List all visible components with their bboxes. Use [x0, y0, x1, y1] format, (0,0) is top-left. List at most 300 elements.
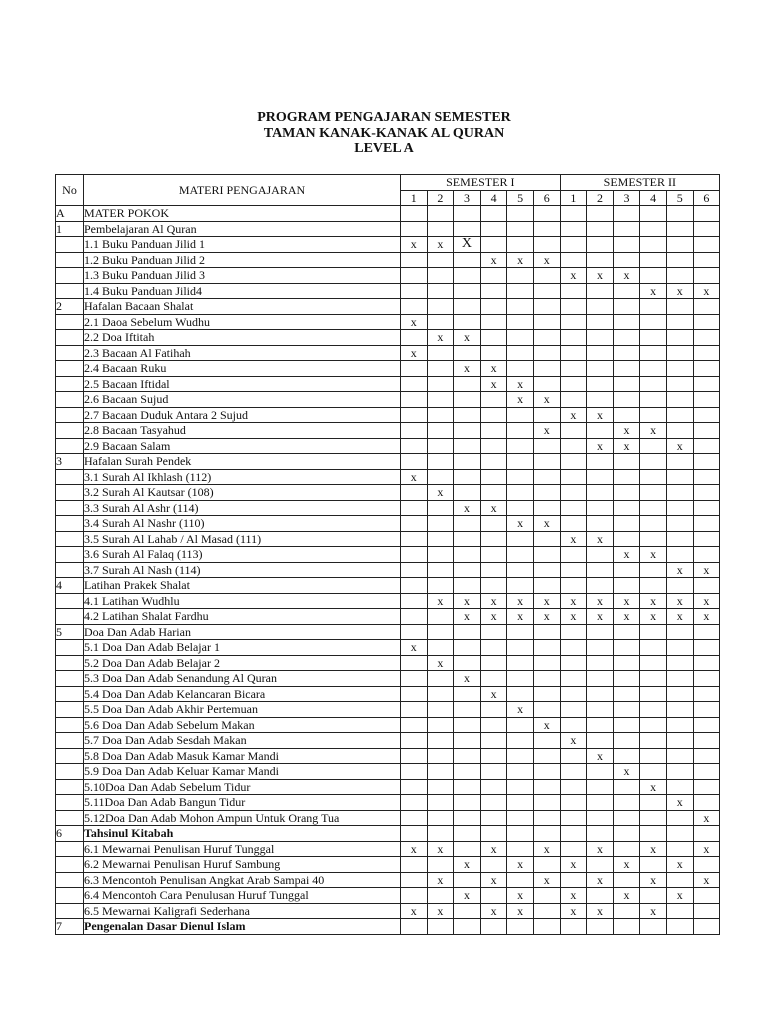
schedule-mark-cell: [427, 609, 454, 625]
schedule-mark-cell: [693, 299, 720, 315]
schedule-mark-cell: [560, 221, 587, 237]
schedule-mark-cell: [693, 454, 720, 470]
schedule-mark-cell: x: [454, 671, 481, 687]
schedule-mark-cell: [454, 578, 481, 594]
schedule-mark-cell: x: [427, 841, 454, 857]
table-row: [56, 485, 720, 501]
table-row: [56, 268, 720, 284]
schedule-mark-cell: [533, 299, 560, 315]
schedule-mark-cell: [693, 485, 720, 501]
schedule-mark-cell: x: [613, 423, 640, 439]
schedule-mark-cell: [587, 562, 614, 578]
schedule-mark-cell: [507, 299, 534, 315]
schedule-mark-cell: [533, 361, 560, 377]
schedule-mark-cell: [613, 640, 640, 656]
schedule-mark-cell: [560, 547, 587, 563]
schedule-mark-cell: [613, 376, 640, 392]
schedule-mark-cell: x: [427, 655, 454, 671]
schedule-mark-cell: x: [507, 702, 534, 718]
schedule-mark-cell: x: [454, 361, 481, 377]
schedule-mark-cell: [454, 795, 481, 811]
schedule-mark-cell: [693, 795, 720, 811]
row-materi: 2.4 Bacaan Ruku: [84, 361, 401, 377]
schedule-mark-cell: [401, 423, 428, 439]
row-materi: Hafalan Surah Pendek: [84, 454, 401, 470]
schedule-mark-cell: x: [693, 841, 720, 857]
schedule-mark-cell: x: [533, 841, 560, 857]
schedule-mark-cell: x: [454, 500, 481, 516]
schedule-mark-cell: [507, 485, 534, 501]
schedule-mark-cell: [587, 779, 614, 795]
schedule-mark-cell: [401, 299, 428, 315]
row-number: [56, 392, 84, 408]
schedule-mark-cell: x: [587, 407, 614, 423]
schedule-mark-cell: [454, 531, 481, 547]
row-materi: 1.2 Buku Panduan Jilid 2: [84, 252, 401, 268]
schedule-mark-cell: [560, 206, 587, 222]
schedule-mark-cell: [427, 795, 454, 811]
schedule-mark-cell: [560, 624, 587, 640]
schedule-mark-cell: x: [454, 888, 481, 904]
schedule-mark-cell: [640, 469, 667, 485]
schedule-mark-cell: [640, 314, 667, 330]
schedule-mark-cell: [427, 717, 454, 733]
schedule-mark-cell: [401, 686, 428, 702]
row-number: [56, 857, 84, 873]
schedule-mark-cell: [454, 438, 481, 454]
schedule-mark-cell: [587, 361, 614, 377]
row-materi: 5.9 Doa Dan Adab Keluar Kamar Mandi: [84, 764, 401, 780]
schedule-mark-cell: [401, 361, 428, 377]
schedule-mark-cell: [640, 671, 667, 687]
row-materi: 5.10Doa Dan Adab Sebelum Tidur: [84, 779, 401, 795]
schedule-mark-cell: [427, 826, 454, 842]
schedule-mark-cell: [401, 733, 428, 749]
title-line-1: PROGRAM PENGAJARAN SEMESTER: [257, 110, 511, 125]
schedule-mark-cell: [587, 423, 614, 439]
table-row: [56, 299, 720, 315]
schedule-mark-cell: [560, 485, 587, 501]
schedule-mark-cell: [480, 485, 507, 501]
schedule-mark-cell: [454, 283, 481, 299]
schedule-mark-cell: [533, 438, 560, 454]
table-row: [56, 841, 720, 857]
schedule-mark-cell: [560, 655, 587, 671]
schedule-mark-cell: [613, 531, 640, 547]
schedule-mark-cell: x: [454, 857, 481, 873]
schedule-mark-cell: [613, 872, 640, 888]
schedule-mark-cell: [560, 500, 587, 516]
schedule-mark-cell: x: [427, 237, 454, 253]
schedule-mark-cell: x: [427, 330, 454, 346]
schedule-mark-cell: x: [587, 593, 614, 609]
schedule-mark-cell: [666, 764, 693, 780]
row-materi: 2.9 Bacaan Salam: [84, 438, 401, 454]
row-number: A: [56, 206, 84, 222]
schedule-mark-cell: [533, 454, 560, 470]
schedule-mark-cell: [693, 733, 720, 749]
schedule-mark-cell: [560, 919, 587, 935]
schedule-mark-cell: x: [666, 283, 693, 299]
schedule-mark-cell: [587, 454, 614, 470]
row-number: [56, 376, 84, 392]
schedule-mark-cell: [533, 702, 560, 718]
row-number: [56, 609, 84, 625]
schedule-mark-cell: [613, 686, 640, 702]
row-materi: 1.1 Buku Panduan Jilid 1: [84, 237, 401, 253]
schedule-mark-cell: [693, 919, 720, 935]
schedule-mark-cell: [427, 423, 454, 439]
schedule-mark-cell: [427, 268, 454, 284]
header-materi: MATERI PENGAJARAN: [84, 175, 401, 206]
schedule-mark-cell: x: [666, 562, 693, 578]
schedule-mark-cell: [560, 469, 587, 485]
schedule-mark-cell: [560, 841, 587, 857]
schedule-mark-cell: [427, 748, 454, 764]
table-row: [56, 686, 720, 702]
row-number: [56, 903, 84, 919]
schedule-mark-cell: [427, 252, 454, 268]
table-row: [56, 779, 720, 795]
schedule-mark-cell: [507, 562, 534, 578]
table-row: [56, 361, 720, 377]
schedule-mark-cell: [693, 640, 720, 656]
schedule-mark-cell: x: [640, 283, 667, 299]
schedule-mark-cell: [613, 469, 640, 485]
row-number: [56, 485, 84, 501]
schedule-mark-cell: [533, 547, 560, 563]
schedule-mark-cell: [560, 423, 587, 439]
row-materi: 5.11Doa Dan Adab Bangun Tidur: [84, 795, 401, 811]
week-header-cell: 3: [454, 190, 481, 206]
schedule-mark-cell: [587, 237, 614, 253]
schedule-mark-cell: [454, 640, 481, 656]
schedule-mark-cell: x: [507, 888, 534, 904]
schedule-mark-cell: [587, 330, 614, 346]
schedule-mark-cell: [666, 330, 693, 346]
schedule-mark-cell: [480, 624, 507, 640]
schedule-mark-cell: [454, 299, 481, 315]
schedule-mark-cell: [401, 500, 428, 516]
schedule-mark-cell: [560, 376, 587, 392]
schedule-mark-cell: [640, 857, 667, 873]
schedule-mark-cell: [533, 206, 560, 222]
schedule-mark-cell: [640, 888, 667, 904]
schedule-mark-cell: [666, 748, 693, 764]
schedule-mark-cell: [666, 686, 693, 702]
row-number: [56, 810, 84, 826]
schedule-mark-cell: [401, 516, 428, 532]
schedule-mark-cell: [666, 531, 693, 547]
schedule-mark-cell: [480, 469, 507, 485]
schedule-mark-cell: [666, 655, 693, 671]
schedule-mark-cell: [454, 624, 481, 640]
schedule-mark-cell: [640, 392, 667, 408]
week-header-cell: 3: [613, 190, 640, 206]
schedule-mark-cell: [507, 469, 534, 485]
schedule-mark-cell: [613, 624, 640, 640]
row-number: [56, 733, 84, 749]
schedule-mark-cell: [454, 702, 481, 718]
schedule-mark-cell: [401, 252, 428, 268]
row-number: [56, 640, 84, 656]
schedule-mark-cell: [480, 531, 507, 547]
row-materi: 5.1 Doa Dan Adab Belajar 1: [84, 640, 401, 656]
schedule-mark-cell: [560, 454, 587, 470]
schedule-mark-cell: [666, 702, 693, 718]
week-header-cell: 4: [480, 190, 507, 206]
schedule-mark-cell: [507, 330, 534, 346]
schedule-mark-cell: [666, 221, 693, 237]
schedule-mark-cell: [507, 283, 534, 299]
title-line-3: LEVEL A: [354, 141, 414, 156]
schedule-mark-cell: [533, 624, 560, 640]
row-number: [56, 841, 84, 857]
schedule-mark-cell: [693, 903, 720, 919]
schedule-mark-cell: [666, 361, 693, 377]
table-row: [56, 531, 720, 547]
schedule-mark-cell: [480, 702, 507, 718]
schedule-mark-cell: x: [560, 268, 587, 284]
schedule-mark-cell: [401, 268, 428, 284]
schedule-mark-cell: x: [533, 717, 560, 733]
schedule-mark-cell: x: [533, 593, 560, 609]
schedule-mark-cell: [480, 330, 507, 346]
schedule-mark-cell: [613, 221, 640, 237]
schedule-mark-cell: x: [533, 423, 560, 439]
table-row: [56, 857, 720, 873]
schedule-mark-cell: x: [693, 609, 720, 625]
table-row: [56, 717, 720, 733]
table-row: [56, 733, 720, 749]
schedule-mark-cell: [613, 392, 640, 408]
schedule-mark-cell: [427, 314, 454, 330]
schedule-mark-cell: [666, 485, 693, 501]
schedule-mark-cell: [613, 919, 640, 935]
schedule-mark-cell: [427, 562, 454, 578]
schedule-mark-cell: [401, 330, 428, 346]
schedule-mark-cell: [587, 655, 614, 671]
schedule-mark-cell: x: [533, 392, 560, 408]
schedule-mark-cell: [640, 206, 667, 222]
row-number: [56, 237, 84, 253]
table-row: [56, 562, 720, 578]
schedule-mark-cell: [427, 221, 454, 237]
row-materi: 6.1 Mewarnai Penulisan Huruf Tunggal: [84, 841, 401, 857]
schedule-mark-cell: [533, 407, 560, 423]
schedule-mark-cell: [640, 299, 667, 315]
schedule-mark-cell: [560, 438, 587, 454]
schedule-mark-cell: [427, 888, 454, 904]
schedule-mark-cell: [640, 407, 667, 423]
schedule-mark-cell: [507, 237, 534, 253]
row-number: [56, 888, 84, 904]
table-row: [56, 655, 720, 671]
schedule-mark-cell: [560, 237, 587, 253]
row-number: 7: [56, 919, 84, 935]
row-materi: 5.12Doa Dan Adab Mohon Ampun Untuk Orang Tua: [84, 810, 401, 826]
schedule-mark-cell: [507, 423, 534, 439]
schedule-mark-cell: x: [480, 609, 507, 625]
schedule-mark-cell: x: [533, 516, 560, 532]
schedule-mark-cell: [693, 779, 720, 795]
schedule-mark-cell: [533, 686, 560, 702]
schedule-mark-cell: [480, 547, 507, 563]
schedule-mark-cell: [507, 531, 534, 547]
schedule-mark-cell: [666, 454, 693, 470]
week-header-cell: 2: [587, 190, 614, 206]
schedule-mark-cell: [666, 345, 693, 361]
row-number: [56, 469, 84, 485]
schedule-mark-cell: [454, 872, 481, 888]
schedule-mark-cell: [560, 562, 587, 578]
schedule-mark-cell: [666, 423, 693, 439]
row-number: [56, 748, 84, 764]
schedule-mark-cell: x: [587, 841, 614, 857]
schedule-mark-cell: [427, 764, 454, 780]
schedule-mark-cell: [587, 795, 614, 811]
row-number: [56, 795, 84, 811]
header-row-1: [56, 175, 720, 191]
schedule-mark-cell: [533, 485, 560, 501]
schedule-mark-cell: x: [640, 903, 667, 919]
schedule-mark-cell: [640, 748, 667, 764]
schedule-mark-cell: [587, 733, 614, 749]
schedule-mark-cell: [587, 221, 614, 237]
schedule-mark-cell: [533, 795, 560, 811]
schedule-mark-cell: x: [587, 531, 614, 547]
schedule-mark-cell: [507, 779, 534, 795]
schedule-mark-cell: x: [613, 268, 640, 284]
schedule-mark-cell: [533, 733, 560, 749]
schedule-mark-cell: [560, 686, 587, 702]
schedule-mark-cell: x: [480, 376, 507, 392]
schedule-mark-cell: [666, 314, 693, 330]
schedule-mark-cell: [693, 717, 720, 733]
schedule-mark-cell: [693, 314, 720, 330]
schedule-mark-cell: [560, 748, 587, 764]
schedule-mark-cell: [693, 376, 720, 392]
header-semester-2: SEMESTER II: [560, 175, 720, 191]
row-materi: 3.1 Surah Al Ikhlash (112): [84, 469, 401, 485]
schedule-mark-cell: x: [507, 903, 534, 919]
schedule-mark-cell: [507, 655, 534, 671]
schedule-mark-cell: [587, 702, 614, 718]
row-number: 6: [56, 826, 84, 842]
schedule-mark-cell: [560, 702, 587, 718]
week-header-cell: 5: [666, 190, 693, 206]
table-row: [56, 438, 720, 454]
schedule-mark-cell: [613, 454, 640, 470]
schedule-mark-cell: [507, 826, 534, 842]
row-number: 3: [56, 454, 84, 470]
schedule-mark-cell: [427, 531, 454, 547]
schedule-mark-cell: x: [640, 609, 667, 625]
row-number: [56, 593, 84, 609]
row-number: [56, 516, 84, 532]
schedule-mark-cell: [560, 764, 587, 780]
schedule-mark-cell: [640, 702, 667, 718]
table-row: [56, 221, 720, 237]
schedule-mark-cell: X: [454, 237, 481, 253]
schedule-mark-cell: [454, 314, 481, 330]
schedule-mark-cell: [480, 392, 507, 408]
schedule-mark-cell: [666, 671, 693, 687]
schedule-mark-cell: [693, 702, 720, 718]
schedule-mark-cell: x: [666, 593, 693, 609]
schedule-mark-cell: [666, 624, 693, 640]
schedule-mark-cell: [533, 531, 560, 547]
schedule-mark-cell: [640, 578, 667, 594]
schedule-mark-cell: [587, 919, 614, 935]
schedule-mark-cell: x: [507, 376, 534, 392]
row-number: 2: [56, 299, 84, 315]
row-number: [56, 764, 84, 780]
schedule-mark-cell: [587, 469, 614, 485]
schedule-mark-cell: [693, 392, 720, 408]
schedule-mark-cell: [533, 500, 560, 516]
schedule-mark-cell: [693, 888, 720, 904]
schedule-mark-cell: [480, 578, 507, 594]
schedule-mark-cell: [693, 624, 720, 640]
row-materi: 5.7 Doa Dan Adab Sesdah Makan: [84, 733, 401, 749]
schedule-mark-cell: x: [613, 857, 640, 873]
schedule-mark-cell: [401, 438, 428, 454]
schedule-mark-cell: [533, 345, 560, 361]
schedule-mark-cell: x: [640, 547, 667, 563]
schedule-mark-cell: [666, 299, 693, 315]
row-materi: 1.3 Buku Panduan Jilid 3: [84, 268, 401, 284]
row-materi: 4.2 Latihan Shalat Fardhu: [84, 609, 401, 625]
schedule-mark-cell: x: [693, 872, 720, 888]
schedule-mark-cell: [693, 361, 720, 377]
row-materi: 5.6 Doa Dan Adab Sebelum Makan: [84, 717, 401, 733]
schedule-mark-cell: [507, 733, 534, 749]
table-row: [56, 469, 720, 485]
schedule-mark-cell: [666, 500, 693, 516]
schedule-mark-cell: [507, 578, 534, 594]
schedule-mark-cell: x: [640, 779, 667, 795]
schedule-mark-cell: [507, 454, 534, 470]
schedule-mark-cell: [454, 516, 481, 532]
schedule-mark-cell: [401, 702, 428, 718]
schedule-mark-cell: [480, 237, 507, 253]
schedule-mark-cell: x: [427, 485, 454, 501]
schedule-mark-cell: [640, 376, 667, 392]
table-row: [56, 516, 720, 532]
schedule-mark-cell: [507, 872, 534, 888]
schedule-mark-cell: [454, 268, 481, 284]
table-row: [56, 593, 720, 609]
schedule-mark-cell: [587, 547, 614, 563]
schedule-mark-cell: [693, 268, 720, 284]
schedule-mark-cell: [533, 268, 560, 284]
schedule-mark-cell: x: [507, 593, 534, 609]
schedule-mark-cell: [666, 903, 693, 919]
schedule-mark-cell: [587, 500, 614, 516]
schedule-mark-cell: [507, 624, 534, 640]
schedule-mark-cell: [693, 671, 720, 687]
schedule-mark-cell: [480, 345, 507, 361]
schedule-mark-cell: [454, 717, 481, 733]
schedule-mark-cell: x: [613, 764, 640, 780]
schedule-mark-cell: [560, 345, 587, 361]
schedule-mark-cell: [587, 717, 614, 733]
schedule-mark-cell: [401, 609, 428, 625]
schedule-mark-cell: [693, 423, 720, 439]
row-materi: MATER POKOK: [84, 206, 401, 222]
schedule-mark-cell: [401, 810, 428, 826]
